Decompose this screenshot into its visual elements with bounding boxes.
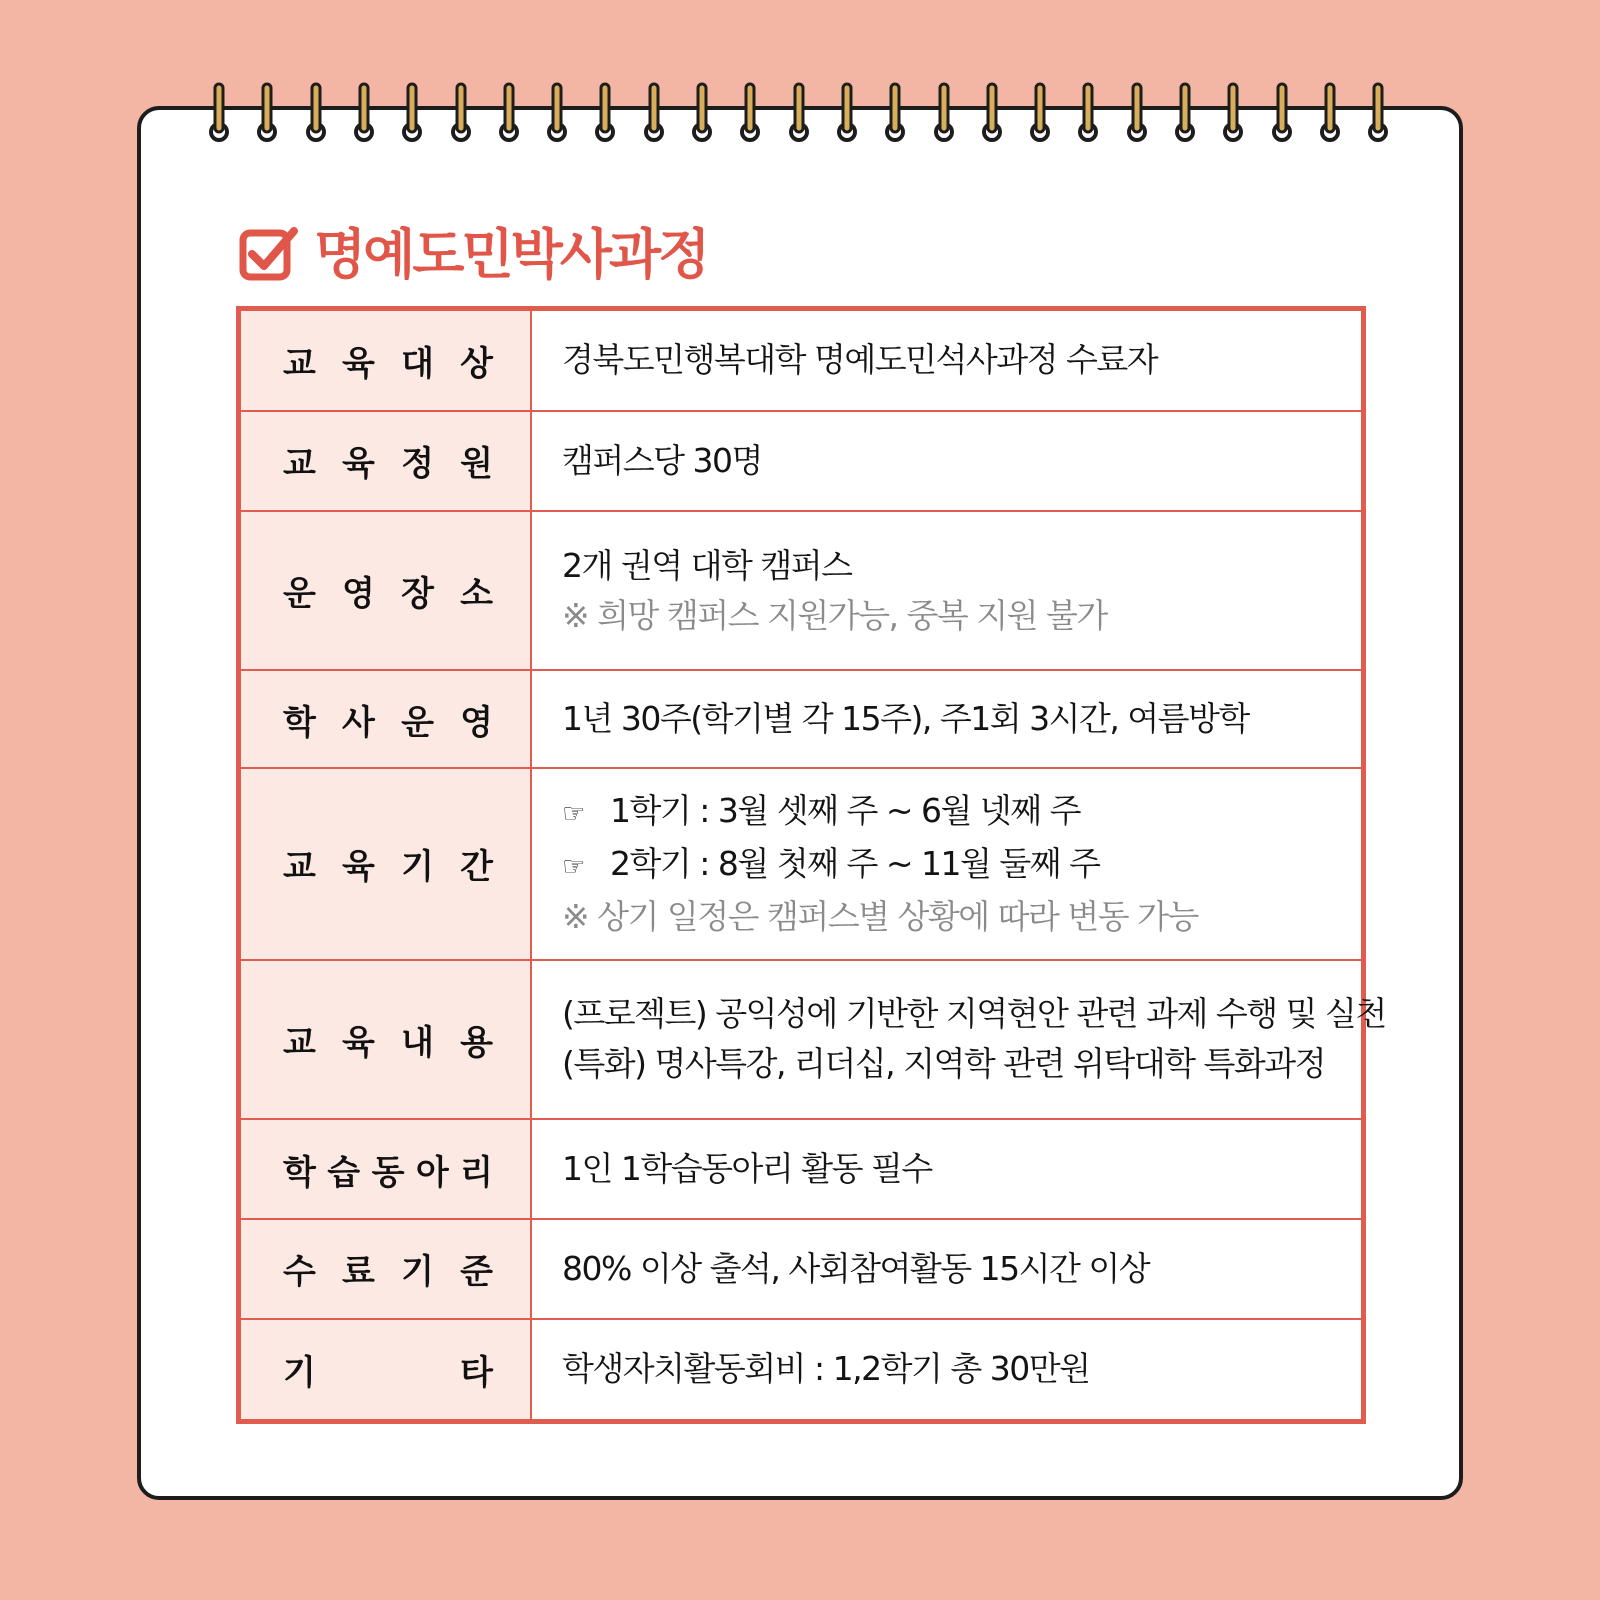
table-row — [241, 1219, 1361, 1319]
binder-ring — [1175, 80, 1195, 150]
row-label — [241, 768, 531, 960]
value-line: (프로젝트) 공익성에 기반한 지역현안 관련 과제 수행 및 실천 — [562, 994, 1386, 1034]
table-row — [241, 1119, 1361, 1219]
binder-ring — [982, 80, 1002, 150]
page-title: 명예도민박사과정 — [314, 223, 708, 286]
table-row — [241, 960, 1361, 1119]
note-line: ※ 상기 일정은 캠퍼스별 상황에 따라 변동 가능 — [562, 896, 1198, 936]
row-value — [531, 511, 1361, 670]
row-value — [531, 1119, 1361, 1219]
value-line: 2개 권역 대학 캠퍼스 — [562, 545, 852, 585]
binder-ring — [934, 80, 954, 150]
row-label-text: 교 육 대 상 — [283, 343, 493, 384]
row-label-text: 기 타 — [283, 1352, 493, 1393]
row-label-text: 교 육 내 용 — [283, 1022, 493, 1063]
row-label — [241, 1219, 531, 1319]
binder-ring — [1078, 80, 1098, 150]
info-table — [236, 306, 1386, 1424]
binder-ring — [1368, 80, 1388, 150]
binder-ring — [354, 80, 374, 150]
pointing-hand-icon: ☞ — [562, 851, 586, 882]
row-label-text: 학 습 동 아 리 — [283, 1152, 493, 1193]
row-value — [531, 311, 1361, 411]
binder-ring — [402, 80, 422, 150]
binder-ring — [885, 80, 905, 150]
row-label-text: 수 료 기 준 — [283, 1252, 493, 1293]
note-line: ※ 희망 캠퍼스 지원가능, 중복 지원 불가 — [562, 595, 1107, 635]
binder-ring — [306, 80, 326, 150]
row-value — [531, 960, 1386, 1119]
binder-ring — [837, 80, 857, 150]
row-value — [531, 768, 1361, 960]
binder-ring — [499, 80, 519, 150]
row-value — [531, 670, 1361, 768]
binder-ring — [451, 80, 471, 150]
binder-ring — [1223, 80, 1243, 150]
bullet-line — [562, 786, 1351, 839]
table-row — [241, 411, 1361, 511]
value-line: 80% 이상 출석, 사회참여활동 15시간 이상 — [562, 1248, 1150, 1288]
row-value — [531, 1219, 1361, 1319]
table-row — [241, 511, 1361, 670]
pointing-hand-icon: ☞ — [562, 798, 586, 829]
binder-ring — [644, 80, 664, 150]
binder-ring — [1127, 80, 1147, 150]
binder-ring — [1030, 80, 1050, 150]
row-label — [241, 1319, 531, 1419]
bullet-line — [562, 839, 1351, 892]
binder-ring — [1272, 80, 1292, 150]
table-row — [241, 1319, 1361, 1419]
row-label — [241, 411, 531, 511]
row-label — [241, 1119, 531, 1219]
row-label-text: 운 영 장 소 — [283, 574, 493, 615]
binder-ring — [1320, 80, 1340, 150]
value-line: 학생자치활동회비 : 1,2학기 총 30만원 — [562, 1349, 1090, 1389]
table-row — [241, 311, 1361, 411]
checkbox-icon — [238, 224, 300, 286]
binder-ring — [595, 80, 615, 150]
value-line: 캠퍼스당 30명 — [562, 440, 762, 480]
binder-ring — [209, 80, 229, 150]
row-label — [241, 311, 531, 411]
value-line: 1년 30주(학기별 각 15주), 주1회 3시간, 여름방학 — [562, 699, 1249, 739]
row-label-text: 학 사 운 영 — [283, 702, 493, 743]
binder-ring — [547, 80, 567, 150]
binder-ring — [740, 80, 760, 150]
value-line: (특화) 명사특강, 리더십, 지역학 관련 위탁대학 특화과정 — [562, 1044, 1325, 1084]
table-row — [241, 670, 1361, 768]
value-line: 경북도민행복대학 명예도민석사과정 수료자 — [562, 340, 1158, 380]
bullet-text: 1학기 : 3월 셋째 주 ~ 6월 넷째 주 — [610, 790, 1080, 830]
value-line: 1인 1학습동아리 활동 필수 — [562, 1149, 932, 1188]
binder-ring — [692, 80, 712, 150]
bullet-text: 2학기 : 8월 첫째 주 ~ 11월 둘째 주 — [610, 843, 1100, 883]
table-row — [241, 768, 1361, 960]
row-value — [531, 411, 1361, 511]
binder-ring — [257, 80, 277, 150]
row-label-text: 교 육 정 원 — [283, 444, 493, 485]
row-label-text: 교 육 기 간 — [283, 847, 493, 888]
row-label — [241, 511, 531, 670]
section-header — [238, 224, 707, 286]
row-value — [531, 1319, 1361, 1419]
row-label — [241, 670, 531, 768]
row-label — [241, 960, 531, 1119]
spiral-binding — [0, 80, 1600, 150]
binder-ring — [789, 80, 809, 150]
